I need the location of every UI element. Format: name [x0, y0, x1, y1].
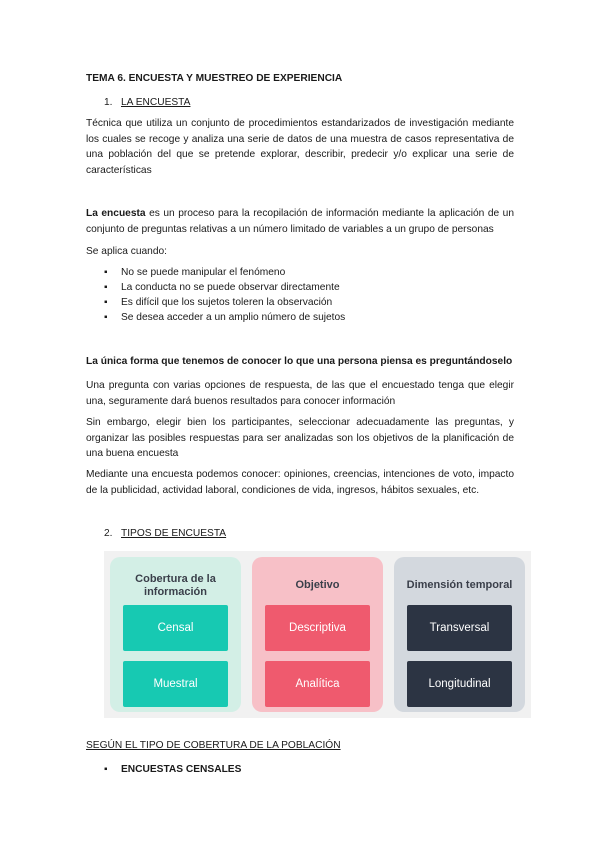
temporal-column: [394, 557, 525, 712]
section-2-label: TIPOS DE ENCUESTA: [121, 528, 227, 539]
coverage-column: [110, 557, 241, 712]
muestral-box: Muestral: [123, 661, 228, 707]
survey-types-diagram: [104, 551, 531, 718]
applies-intro: Se aplica cuando:: [86, 246, 167, 257]
sin-embargo-paragraph: Sin embargo, elegir bien los participantes, seleccionar adecuadamente las preguntas, y organizar las posibles respuestas para ser analizadas son los objetivos de la planificación de una buena encuesta: [86, 417, 514, 459]
transversal-box: Transversal: [407, 605, 512, 651]
bold-statement: La única forma que tenemos de conocer lo que una persona piensa es preguntándoselo: [86, 356, 513, 367]
pregunta-paragraph: Una pregunta con varias opciones de respuesta, de las que el encuestado tenga que elegir una, seguramente dará buenos resultados para conocer información: [86, 380, 514, 407]
encuesta-term: La encuesta: [86, 208, 146, 219]
mediante-paragraph: Mediante una encuesta podemos conocer: opiniones, creencias, intenciones de voto, impacto de la publicidad, actividad laboral, condiciones de vida, ingresos, hábitos sexuales, etc.: [86, 469, 514, 496]
objective-heading: Objetivo: [295, 579, 340, 591]
page-title: TEMA 6. ENCUESTA Y MUESTREO DE EXPERIENCIA: [86, 73, 343, 84]
objective-column: [252, 557, 383, 712]
section-1-label: LA ENCUESTA: [121, 97, 191, 108]
descriptiva-box: Descriptiva: [265, 605, 370, 651]
coverage-heading: Cobertura de la información: [135, 573, 216, 598]
section-1-number: 1.: [104, 97, 113, 108]
encuesta-definition: es un proceso para la recopilación de información mediante la aplicación de un conjunto de preguntas relativas a un número limitado de variables a un grupo de personas: [86, 208, 514, 235]
section-1-heading: [104, 97, 190, 108]
definition-paragraph: Técnica que utiliza un conjunto de procedimientos estandarizados de investigación mediante los cuales se recoge y analiza una serie de datos de una muestra de casos representativa de una población del que se pretende explorar, describir, predecir y/o explicar una serie de características: [86, 118, 514, 176]
longitudinal-box: Longitudinal: [407, 661, 512, 707]
coverage-subheading: SEGÚN EL TIPO DE COBERTURA DE LA POBLACIÓN: [86, 740, 341, 751]
censal-box: Censal: [123, 605, 228, 651]
analitica-box: Analítica: [265, 661, 370, 707]
list-item: ▪ Se desea acceder a un amplio número de sujetos: [104, 310, 345, 325]
encuesta-paragraph: [86, 206, 514, 237]
applies-list: [104, 265, 345, 325]
list-item: ▪ Es difícil que los sujetos toleren la observación: [104, 295, 345, 310]
temporal-heading: Dimensión temporal: [406, 579, 513, 591]
list-item: ▪ La conducta no se puede observar directamente: [104, 280, 345, 295]
list-item: ▪ ENCUESTAS CENSALES: [104, 764, 241, 775]
section-2-number: 2.: [104, 528, 113, 539]
section-2-heading: [104, 528, 226, 539]
list-item: ▪ No se puede manipular el fenómeno: [104, 265, 345, 280]
